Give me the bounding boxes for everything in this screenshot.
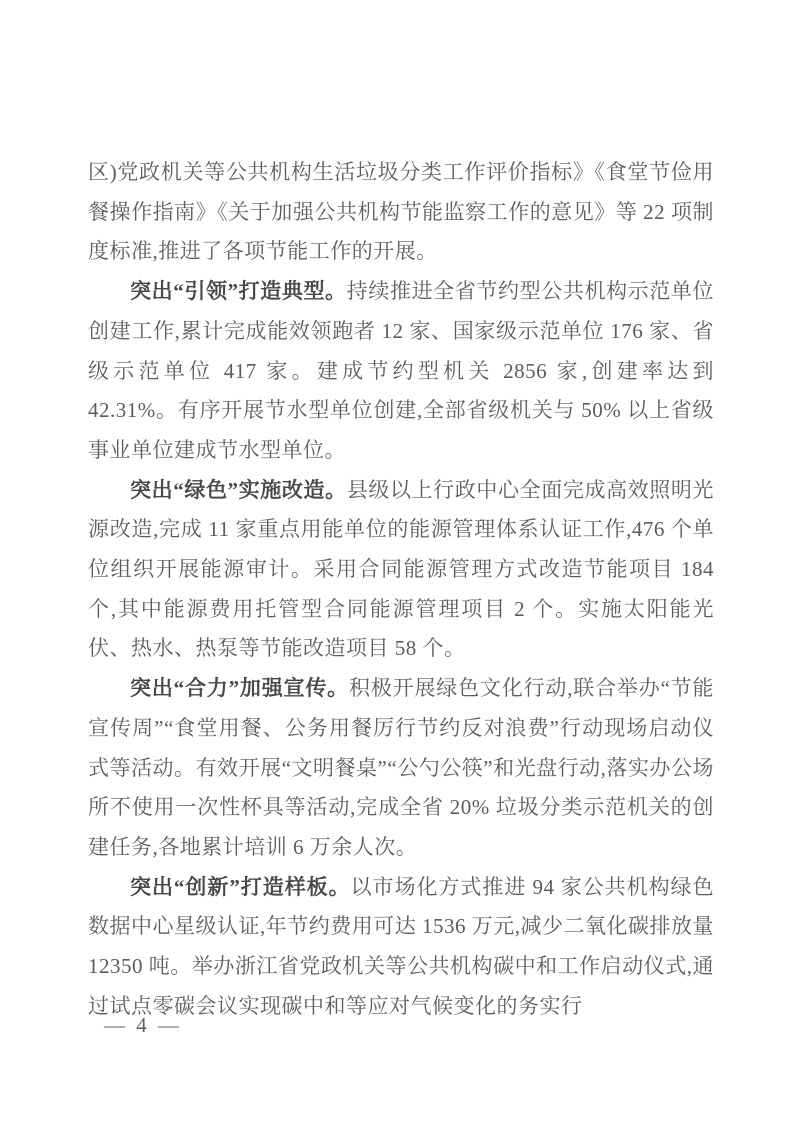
paragraph xyxy=(88,669,714,868)
paragraph xyxy=(88,868,714,1027)
paragraph-text: 积极开展绿色文化行动,联合举办“节能宣传周”“食堂用餐、公务用餐厉行节约反对浪费”行动现场启动仪式等活动。有效开展“文明餐桌”“公勺公筷”和光盘行动,落实办公场所不使用一次性杯具等活动,完成全省 20% 垃圾分类示范机关的创建任务,各地累计培训 6 万余人次。 xyxy=(88,676,715,859)
document-body xyxy=(88,153,714,1026)
paragraph-text: 区)党政机关等公共机构生活垃圾分类工作评价指标》《食堂节俭用餐操作指南》《关于加强公共机构节能监察工作的意见》等 22 项制度标准,推进了各项节能工作的开展。 xyxy=(88,160,714,264)
paragraph-heading: 突出“合力”加强宣传。 xyxy=(130,676,350,701)
paragraph-heading: 突出“绿色”实施改造。 xyxy=(130,477,347,502)
paragraph-heading: 突出“引领”打造典型。 xyxy=(130,279,347,304)
paragraph-text: 县级以上行政中心全面完成高效照明光源改造,完成 11 家重点用能单位的能源管理体系认证工作,476 个单位组织开展能源审计。采用合同能源管理方式改造节能项目 184 个,其中能源费用托管型合同能源管理项目 2 个。实施太阳能光伏、热水、热泵等节能改造项目 58 个。 xyxy=(88,477,715,661)
page-number: — 4 — xyxy=(104,1013,182,1037)
paragraph-text: 以市场化方式推进 94 家公共机构绿色数据中心星级认证,年节约费用可达 1536 万元,减少二氧化碳排放量 12350 吨。举办浙江省党政机关等公共机构碳中和工作启动仪式,通过试点零碳会议实现碳中和等应对气候变化的务实行 xyxy=(88,874,714,1018)
paragraph xyxy=(88,471,714,670)
paragraph-heading: 突出“创新”打造样板。 xyxy=(130,874,351,899)
paragraph xyxy=(88,153,714,272)
paragraph xyxy=(88,272,714,471)
paragraph-text: 持续推进全省节约型公共机构示范单位创建工作,累计完成能效领跑者 12 家、国家级示范单位 176 家、省级示范单位 417 家。建成节约型机关 2856 家,创建率达到 42.31%。有序开展节水型单位创建,全部省级机关与 50% 以上省级事业单位建成节水型单位。 xyxy=(88,279,715,462)
